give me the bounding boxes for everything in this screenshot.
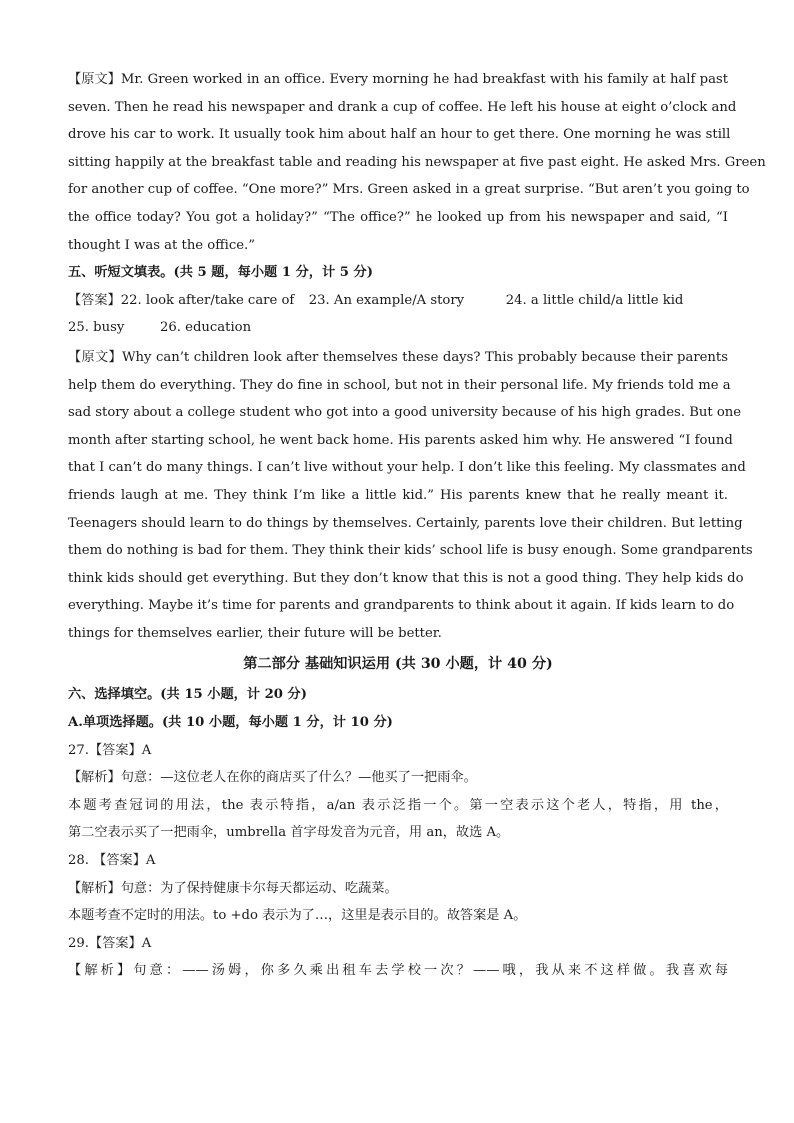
- part2-title: 第二部分 基础知识运用 (共 30 小题，计 40 分): [243, 656, 553, 673]
- document-page: [68, 66, 766, 985]
- text-line: 本题考查不定时的用法。to +do 表示为了…，这里是表示目的。故答案是 A。: [68, 908, 527, 924]
- answer-25: 25. busy: [68, 320, 125, 336]
- text-line: friends laugh at me. They think I’m like a little kid.” His parents knew that he really meant it.: [68, 487, 728, 503]
- text-line: 【原文】Why can’t children look after themselves these days? This probably because their parents: [68, 349, 728, 365]
- section5-answers-row1: [68, 287, 728, 315]
- analysis-line: 【解析】句意：—这位老人在你的商店买了什么？—他买了一把雨伞。: [68, 770, 477, 786]
- section6-heading: 六、选择填空。(共 15 小题，计 20 分): [68, 687, 307, 703]
- answer-22: 22. look after/take care of: [120, 292, 295, 308]
- text-line: 第二空表示买了一把雨伞，umbrella 首字母发音为元音，用 an，故选 A。: [68, 825, 510, 841]
- text-line: think kids should get everything. But they don’t know that this is not a good thing. They help kids do: [68, 570, 744, 586]
- section4-script: [68, 66, 766, 259]
- question-28: [68, 847, 728, 930]
- text-line: drove his car to work. It usually took him about half an hour to get there. One morning he was still: [68, 127, 731, 143]
- text-line: help them do everything. They do fine in school, but not in their personal life. My friends told me a: [68, 377, 731, 393]
- answer-23: 23. An example/A story: [308, 292, 465, 308]
- question-27: [68, 737, 728, 847]
- text-line: seven. Then he read his newspaper and drank a cup of coffee. He left his house at eight o’clock and: [68, 99, 737, 115]
- text-line: things for themselves earlier, their future will be better.: [68, 625, 442, 641]
- text-line: them do nothing is bad for them. They think their kids’ school life is busy enough. Some grandparents: [68, 543, 753, 559]
- answer-24: 24. a little child/a little kid: [505, 292, 684, 308]
- text-line: month after starting school, he went back home. His parents asked him why. He answered “I found: [68, 432, 733, 448]
- section5-answers-row2: [68, 314, 728, 342]
- analysis-line: 【解析】句意：为了保持健康卡尔每天都运动、吃蔬菜。: [68, 880, 398, 896]
- text-line: 本题考查冠词的用法，the 表示特指，a/an 表示泛指一个。第一空表示这个老人，特指，用 the，: [68, 797, 728, 813]
- text-line: sad story about a college student who got into a good university because of his high grades. But one: [68, 405, 742, 421]
- text-line: Teenagers should learn to do things by themselves. Certainly, parents love their children. But letting: [68, 515, 743, 531]
- answer-line: 29.【答案】A: [68, 935, 152, 951]
- text-line: everything. Maybe it’s time for parents and grandparents to think about it again. If kids learn to do: [68, 598, 735, 614]
- text-line: the office today? You got a holiday?” “The office?” he looked up from his newspaper and said, “I: [68, 209, 728, 225]
- question-29: [68, 930, 728, 985]
- text-line: 【原文】Mr. Green worked in an office. Every morning he had breakfast with his family at half past: [68, 72, 728, 87]
- text-line: thought I was at the office.”: [68, 237, 255, 253]
- text-line: that I can’t do many things. I can’t live without your help. I don’t like this feeling. My classmates and: [68, 460, 746, 476]
- section5-script: [68, 344, 753, 648]
- section5-heading: 五、听短文填表。(共 5 题，每小题 1 分，计 5 分): [68, 265, 373, 281]
- sectionA-heading: A.单项选择题。(共 10 小题，每小题 1 分，计 10 分): [68, 715, 393, 731]
- answer-26: 26. education: [160, 320, 252, 336]
- text-line: for another cup of coffee. “One more?” Mrs. Green asked in a great surprise. “But aren’t you going to: [68, 182, 750, 198]
- analysis-line: 【解析】句意：——汤姆，你多久乘出租车去学校一次？——哦，我从来不这样做。我喜欢每: [68, 963, 728, 979]
- answer-label: 【答案】: [68, 292, 121, 308]
- answer-line: 28. 【答案】A: [68, 853, 156, 869]
- text-line: sitting happily at the breakfast table and reading his newspaper at five past eight. He asked Mrs. Green: [68, 154, 766, 170]
- answer-line: 27.【答案】A: [68, 742, 152, 758]
